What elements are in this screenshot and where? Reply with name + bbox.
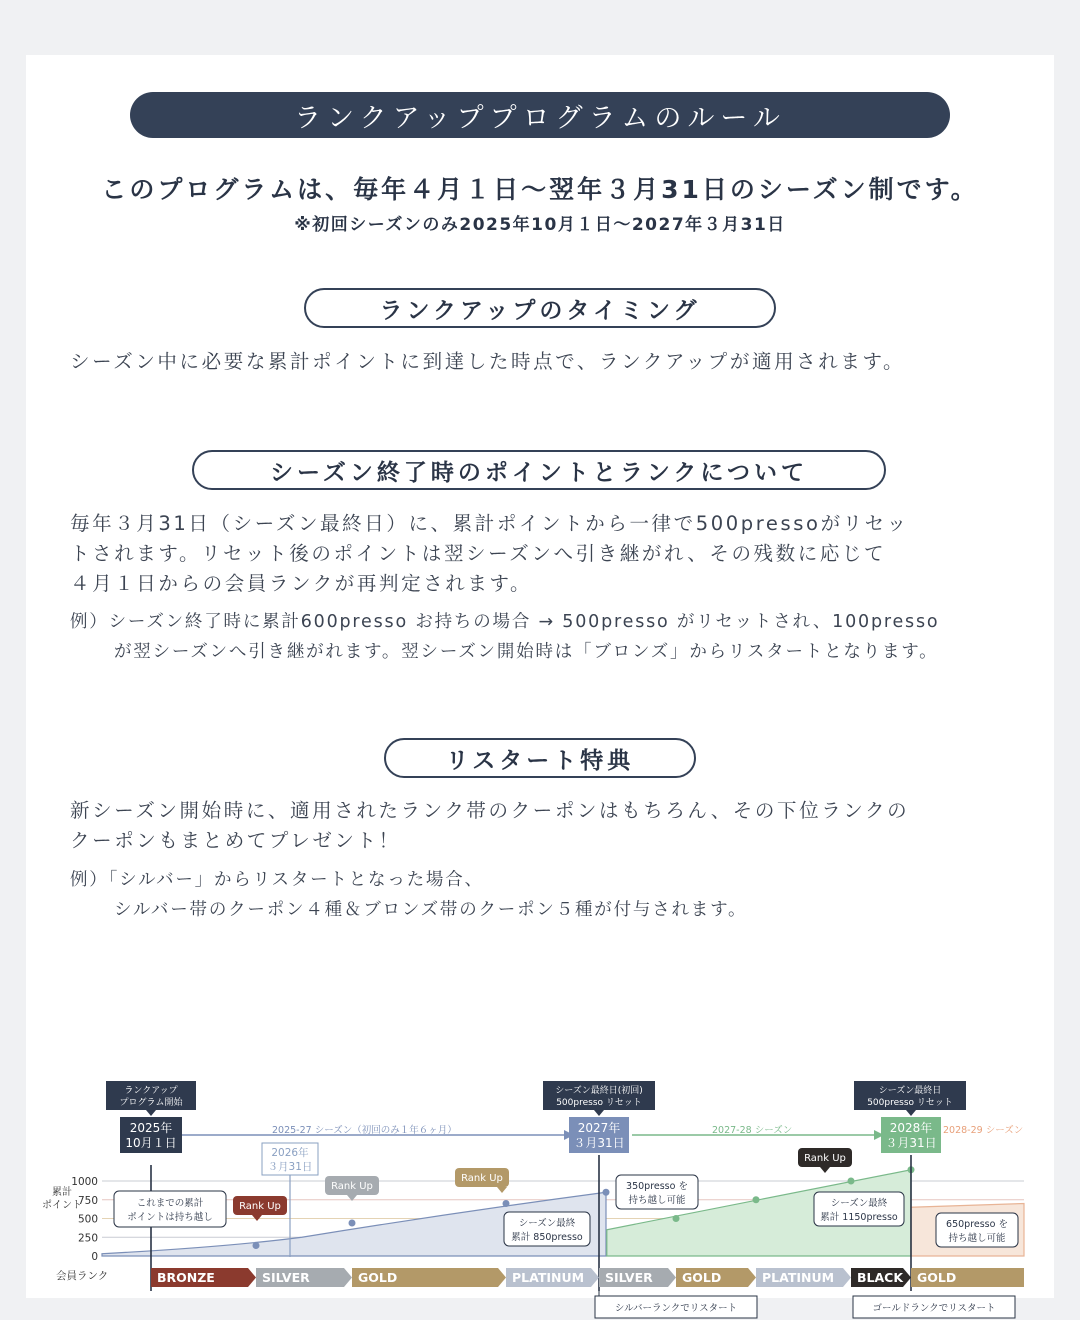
restart-silver-label — [595, 1291, 757, 1318]
end2-date-line-2: ３月31日 — [885, 1136, 937, 1150]
end2-tag-line-1: シーズン最終日 — [878, 1086, 942, 1096]
rank-up-badge-2 — [325, 1176, 379, 1201]
end1-tag-line-2: 500presso リセット — [556, 1098, 642, 1108]
y-tick-label: 250 — [77, 1232, 98, 1245]
season-end-example-line-2: が翌シーズンへ引き継がれます。翌シーズン開始時は「ブロンズ」からリスタートとなります。 — [114, 642, 939, 662]
season3-label: 2028-29 シーズン — [943, 1125, 1024, 1136]
data-point — [753, 1196, 760, 1203]
end2-date-line-1: 2028年 — [889, 1121, 933, 1135]
note-final-1 — [504, 1212, 590, 1246]
season-end-line-3: ４月１日からの会員ランクが再判定されます。 — [70, 572, 533, 595]
rank-band-label: SILVER — [262, 1270, 310, 1285]
start-tag-pointer — [146, 1110, 156, 1116]
season-end-line-1: 毎年３月31日（シーズン最終日）に、累計ポイントから一律で500pressoがリセッ — [70, 512, 909, 535]
end1-date-line-2: ３月31日 — [573, 1136, 625, 1150]
season-end-line-2: トされます。リセット後のポイントは翌シーズンへ引き継がれ、その残数に応じて — [70, 542, 887, 565]
season2-label: 2027-28 シーズン — [712, 1125, 793, 1136]
data-point — [503, 1200, 510, 1207]
rules-card — [26, 55, 1054, 1314]
y-axis-label-1: 累計 — [52, 1187, 72, 1198]
y-tick-labels — [71, 1176, 98, 1263]
season1-label: 2025-27 シーズン（初回のみ１年６ヶ月） — [272, 1125, 457, 1136]
rank-band-row — [151, 1268, 1024, 1287]
note-carry-line-1: これまでの累計 — [136, 1198, 204, 1209]
data-point — [253, 1242, 260, 1249]
data-point — [349, 1220, 356, 1227]
data-point — [673, 1215, 680, 1222]
note-carry-line-2: ポイントは持ち越し — [127, 1212, 213, 1223]
note-over1-line-1: 350presso を — [626, 1181, 688, 1192]
rank-band-label: GOLD — [682, 1270, 722, 1285]
start-date-line-1: 2025年 — [129, 1121, 173, 1135]
start-date-line-2: 10月１日 — [125, 1136, 177, 1150]
rank-up-badge-3 — [455, 1168, 509, 1193]
date-2026-line-2: ３月31日 — [267, 1161, 313, 1173]
season-end-example-line-1: 例）シーズン終了時に累計600presso お持ちの場合 → 500presso がリセットされ、100presso — [70, 612, 940, 632]
note-carry-over — [114, 1191, 226, 1227]
start-tag-line-1: ランクアップ — [124, 1086, 178, 1096]
rank-band-label: SILVER — [605, 1270, 653, 1285]
note-over2-line-2: 持ち越し可能 — [948, 1233, 1006, 1244]
rank-band-label: PLATINUM — [762, 1270, 835, 1285]
rank-timeline-chart — [26, 1015, 1054, 1314]
rank-row-label: 会員ランク — [56, 1270, 109, 1282]
end2-tag-pointer — [906, 1110, 916, 1116]
note-final1-line-1: シーズン最終 — [518, 1218, 576, 1229]
y-axis-label-2: ポイント — [42, 1200, 82, 1211]
season-description: このプログラムは、毎年４月１日～翌年３月31日のシーズン制です。 — [101, 175, 979, 204]
y-tick-label: 1000 — [71, 1176, 98, 1188]
rank-up-label-4: Rank Up — [804, 1153, 846, 1164]
rank-band-label: GOLD — [917, 1270, 957, 1285]
rank-up-badge-1 — [233, 1196, 287, 1221]
section-heading-season-end: シーズン終了時のポイントとランクについて — [192, 450, 886, 490]
rank-band-label: PLATINUM — [512, 1270, 585, 1285]
end2-tag-line-2: 500presso リセット — [867, 1098, 953, 1108]
note-overflow-1 — [616, 1175, 698, 1209]
data-point-season1-end — [603, 1189, 610, 1196]
section-body-restart — [70, 796, 1030, 856]
restart-line-1: 新シーズン開始時に、適用されたランク帯のクーポンはもちろん、その下位ランクの — [70, 799, 910, 822]
note-over1-line-2: 持ち越し可能 — [628, 1195, 686, 1206]
rank-up-label-2: Rank Up — [331, 1181, 373, 1192]
end1-date-line-1: 2027年 — [577, 1121, 621, 1135]
start-tag-line-2: プログラム開始 — [119, 1098, 183, 1108]
restart-example-line-1: 例）「シルバー」からリスタートとなった場合、 — [70, 870, 484, 890]
section-heading-restart: リスタート特典 — [384, 738, 696, 778]
section-body-timing: シーズン中に必要な累計ポイントに到達した時点で、ランクアップが適用されます。 — [70, 350, 906, 373]
first-season-note: ※初回シーズンのみ2025年10月１日～2027年３月31日 — [294, 215, 786, 235]
note-final1-line-2: 累計 850presso — [511, 1232, 583, 1243]
rank-band-label: GOLD — [358, 1270, 398, 1285]
restart-silver-text: シルバーランクでリスタート — [614, 1303, 738, 1314]
restart-example-line-2: シルバー帯のクーポン４種＆ブロンズ帯のクーポン５種が付与されます。 — [114, 900, 748, 920]
end1-tag-line-1: シーズン最終日(初回) — [555, 1086, 643, 1096]
note-overflow-2 — [936, 1213, 1018, 1247]
data-point — [848, 1178, 855, 1185]
restart-line-2: クーポンもまとめてプレゼント！ — [70, 829, 401, 852]
note-final2-line-2: 累計 1150presso — [820, 1212, 898, 1223]
rank-up-label-3: Rank Up — [461, 1173, 503, 1184]
page-title: ランクアッププログラムのルール — [130, 92, 950, 138]
rank-up-label-1: Rank Up — [239, 1201, 281, 1212]
rank-up-badge-4 — [798, 1148, 852, 1173]
end1-tag-pointer — [594, 1110, 604, 1116]
y-tick-label: 0 — [91, 1251, 98, 1263]
season-end-example — [70, 607, 1030, 667]
y-tick-label: 750 — [77, 1194, 98, 1207]
note-final2-line-1: シーズン最終 — [830, 1198, 888, 1209]
section-heading-timing: ランクアップのタイミング — [304, 288, 776, 328]
date-2026-line-1: 2026年 — [271, 1147, 309, 1159]
note-over2-line-1: 650presso を — [946, 1219, 1008, 1230]
restart-gold-text: ゴールドランクでリスタート — [872, 1303, 996, 1314]
restart-gold-label — [853, 1296, 1015, 1318]
restart-example — [70, 865, 1030, 925]
rank-band-label: BRONZE — [157, 1270, 215, 1285]
note-final-2 — [814, 1192, 904, 1226]
section-body-season-end — [70, 509, 1030, 599]
y-tick-label: 500 — [77, 1213, 98, 1226]
rank-band-label: BLACK — [857, 1270, 904, 1285]
